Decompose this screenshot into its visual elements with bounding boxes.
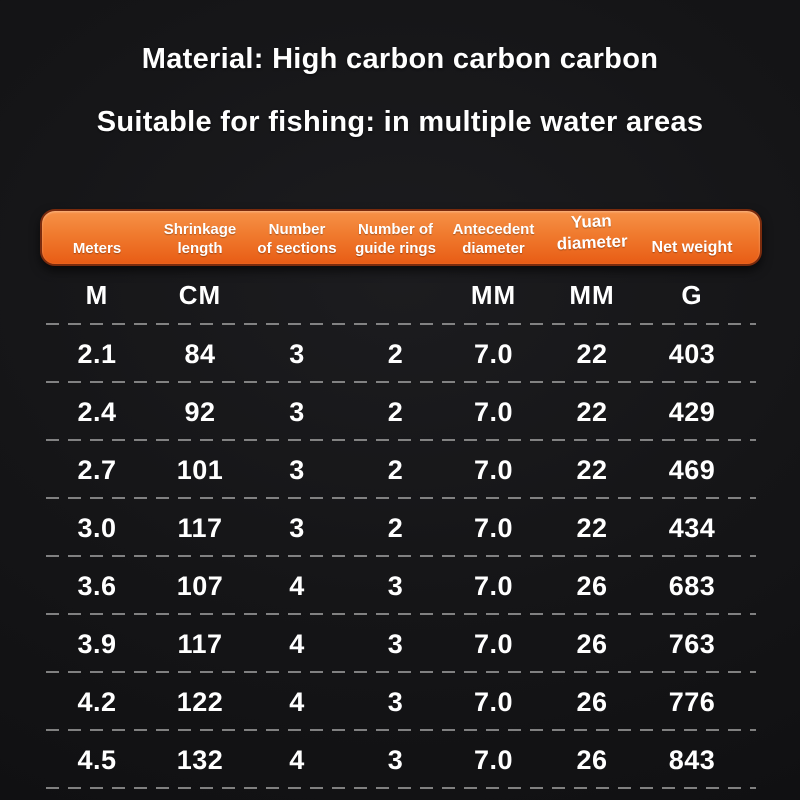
table-cell: 3.9 [77, 628, 117, 659]
table-cell: 7.0 [473, 686, 514, 717]
header-cell-2: Number of sections [257, 221, 337, 257]
table-cell: 4 [289, 570, 305, 601]
table-cell: 4 [289, 744, 305, 775]
header-cell-0: Meters [72, 239, 122, 257]
table-cell: 3.6 [77, 570, 117, 601]
table-row-2 [42, 441, 760, 499]
table-row-0 [42, 325, 760, 383]
table-cell: 3 [387, 744, 404, 775]
table-cell: 3 [289, 396, 305, 427]
table-cell: 776 [668, 686, 716, 717]
table-cell: 117 [177, 628, 223, 659]
table-cell: 117 [177, 512, 223, 543]
table-cell: M [85, 280, 109, 310]
table-cell: 7.0 [473, 628, 514, 659]
table-cell: 763 [668, 628, 716, 659]
table-row-6 [42, 673, 760, 731]
table-row-4 [42, 557, 760, 615]
table-cell: 22 [576, 396, 608, 427]
table-cell: 683 [668, 570, 716, 601]
table-cell: 101 [176, 454, 224, 485]
table-cell: 26 [576, 570, 608, 601]
header-cell-6: Net weight [651, 239, 733, 257]
table-cell: 2 [387, 512, 404, 543]
table-cell: CM [178, 280, 222, 310]
table-cell: 7.0 [473, 338, 514, 369]
table-cell: 3.0 [77, 512, 117, 543]
table-cell: 84 [184, 338, 216, 369]
table-cell: 4.5 [77, 744, 117, 775]
table-cell: 2 [387, 338, 404, 369]
table-cell: MM [569, 280, 615, 310]
table-cell: 3 [387, 628, 404, 659]
table-cell: 4 [289, 686, 305, 717]
table-cell: 2 [387, 454, 404, 485]
table-row-7 [42, 731, 760, 789]
table-cell: MM [470, 280, 517, 310]
header-cell-5: Yuan diameter [556, 210, 629, 253]
table-cell: 3 [289, 338, 305, 369]
table-cell: 7.0 [473, 744, 514, 775]
table-row-5 [42, 615, 760, 673]
table-cell: 22 [576, 338, 608, 369]
header-cell-3: Number of guide rings [355, 221, 436, 257]
table-cell: 22 [576, 512, 608, 543]
table-row-3 [42, 499, 760, 557]
table-cell: G [681, 280, 703, 310]
table-cell: 843 [668, 744, 716, 775]
table-cell: 7.0 [473, 396, 514, 427]
table-cell: 22 [576, 454, 608, 485]
table-cell: 3 [387, 570, 404, 601]
suitable-title: Suitable for fishing: in multiple water areas [96, 106, 704, 138]
table-cell: 26 [576, 686, 608, 717]
table-cell: 7.0 [473, 454, 514, 485]
table-cell: 469 [668, 454, 716, 485]
header-cell-4: Antecedent diameter [452, 221, 535, 257]
table-cell: 4 [289, 628, 305, 659]
table-cell: 122 [176, 686, 224, 717]
table-cell: 26 [576, 744, 608, 775]
table-cell: 4.2 [77, 686, 117, 717]
spec-table-header [40, 209, 762, 266]
table-cell: 2 [387, 396, 404, 427]
table-cell: 2.7 [77, 454, 117, 485]
table-cell: 7.0 [473, 512, 514, 543]
table-cell: 7.0 [473, 570, 514, 601]
header-cell-1: Shrinkage length [163, 221, 237, 257]
table-cell: 3 [387, 686, 404, 717]
table-cell: 3 [289, 454, 305, 485]
table-cell: 434 [668, 512, 716, 543]
table-row-1 [42, 383, 760, 441]
table-cell: 26 [576, 628, 608, 659]
table-cell: 2.4 [77, 396, 117, 427]
table-cell: 132 [176, 744, 224, 775]
spec-table-body [42, 266, 760, 789]
table-cell: 3 [289, 512, 305, 543]
table-cell: 2.1 [77, 338, 117, 369]
table-cell: 92 [184, 396, 216, 427]
material-title: Material: High carbon carbon carbon [141, 43, 659, 75]
units-row [42, 266, 760, 325]
table-cell: 107 [176, 570, 224, 601]
table-cell: 429 [668, 396, 716, 427]
table-cell: 403 [668, 338, 716, 369]
